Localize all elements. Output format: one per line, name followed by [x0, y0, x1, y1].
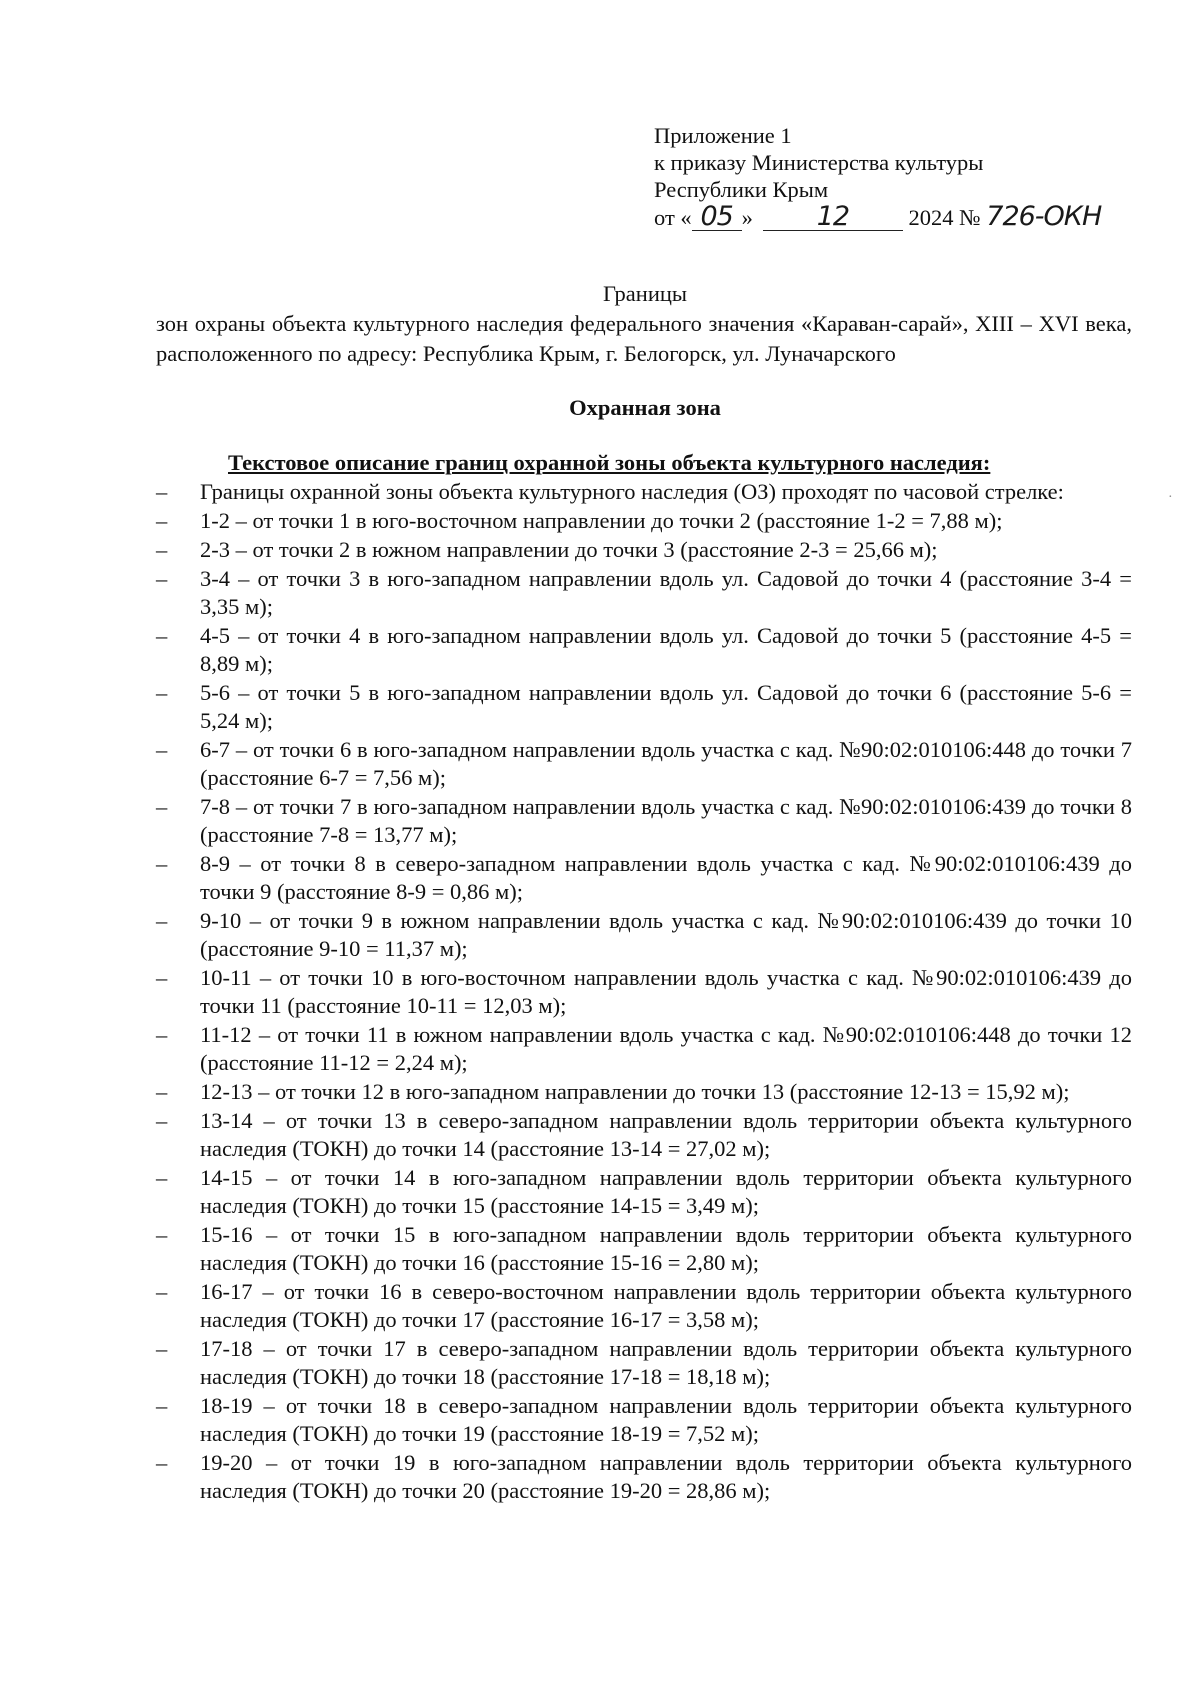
date-month-field	[763, 201, 903, 232]
date-prefix: от «	[654, 205, 692, 230]
boundary-segment-item: – 15-16 – от точки 15 в юго-западном направлении вдоль территории объекта культурного наследия (ТОКН) до точки 16 (расстояние 15-16 = 2,80 м);	[156, 1221, 1132, 1277]
date-day-field	[692, 201, 742, 232]
boundary-segment-item: – 4-5 – от точки 4 в юго-западном направлении вдоль ул. Садовой до точки 5 (расстояние 4-5 = 8,89 м);	[156, 622, 1132, 678]
boundary-segment-item: – 14-15 – от точки 14 в юго-западном направлении вдоль территории объекта культурного наследия (ТОКН) до точки 15 (расстояние 14-15 = 3,49 м);	[156, 1164, 1132, 1220]
boundary-segment-item: – 5-6 – от точки 5 в юго-западном направлении вдоль ул. Садовой до точки 6 (расстояние 5-6 = 5,24 м);	[156, 679, 1132, 735]
boundary-segment-item: – 19-20 – от точки 19 в юго-западном направлении вдоль территории объекта культурного наследия (ТОКН) до точки 20 (расстояние 19-20 = 28,86 м);	[156, 1449, 1132, 1505]
boundary-segment-item: – 6-7 – от точки 6 в юго-западном направлении вдоль участка с кад. №90:02:010106:448 до точки 7 (расстояние 6-7 = 7,56 м);	[156, 736, 1132, 792]
boundary-segment-item: – Границы охранной зоны объекта культурного наследия (ОЗ) проходят по часовой стрелке:	[156, 478, 1132, 506]
handwritten-month: 12	[816, 201, 850, 232]
boundary-segment-item: – 1-2 – от точки 1 в юго-восточном направлении до точки 2 (расстояние 1-2 = 7,88 м);	[156, 507, 1132, 535]
date-day-suffix: »	[741, 205, 753, 230]
handwritten-day: 05	[700, 201, 733, 232]
boundary-segment-item: – 17-18 – от точки 17 в северо-западном направлении вдоль территории объекта культурного наследия (ТОКН) до точки 18 (расстояние 17-18 = 18,18 м);	[156, 1335, 1132, 1391]
handwritten-order-number: 726-ОКН	[986, 201, 1102, 232]
appendix-header	[654, 122, 1134, 231]
boundary-segment-item: – 2-3 – от точки 2 в южном направлении до точки 3 (расстояние 2-3 = 25,66 м);	[156, 536, 1132, 564]
appendix-number: Приложение 1	[654, 123, 792, 148]
boundary-segment-item: – 9-10 – от точки 9 в южном направлении вдоль участка с кад. №90:02:010106:439 до точки 10 (расстояние 9-10 = 11,37 м);	[156, 907, 1132, 963]
order-date-line	[654, 203, 1134, 231]
boundary-segment-item: – 8-9 – от точки 8 в северо-западном направлении вдоль участка с кад. №90:02:010106:439 до точки 9 (расстояние 8-9 = 0,86 м);	[156, 850, 1132, 906]
boundary-segment-item: – 3-4 – от точки 3 в юго-западном направлении вдоль ул. Садовой до точки 4 (расстояние 3-4 = 3,35 м);	[156, 565, 1132, 621]
boundary-segment-item: – 12-13 – от точки 12 в юго-западном направлении до точки 13 (расстояние 12-13 = 15,92 м);	[156, 1078, 1132, 1106]
boundary-segment-item: – 13-14 – от точки 13 в северо-западном направлении вдоль территории объекта культурного наследия (ТОКН) до точки 14 (расстояние 13-14 = 27,02 м);	[156, 1107, 1132, 1163]
boundary-segment-item: – 16-17 – от точки 16 в северо-восточном направлении вдоль территории объекта культурного наследия (ТОКН) до точки 17 (расстояние 16-17 = 3,58 м);	[156, 1278, 1132, 1334]
boundary-segment-item: – 7-8 – от точки 7 в юго-западном направлении вдоль участка с кад. №90:02:010106:439 до точки 8 (расстояние 7-8 = 13,77 м);	[156, 793, 1132, 849]
zone-heading: Охранная зона	[569, 395, 721, 420]
date-year-number-label: 2024 №	[908, 205, 981, 230]
document-subtitle: зон охраны объекта культурного наследия федерального значения «Караван-сарай», XIII – XVI века, расположенного по адресу: Республика Крым, г. Белогорск, ул. Луначарского	[156, 311, 1132, 366]
boundary-segment-item: – 11-12 – от точки 11 в южном направлении вдоль участка с кад. №90:02:010106:448 до точки 12 (расстояние 11-12 = 2,24 м);	[156, 1021, 1132, 1077]
margin-dot: ·	[1168, 490, 1173, 505]
boundary-segment-item: – 10-11 – от точки 10 в юго-восточном направлении вдоль участка с кад. №90:02:010106:439 до точки 11 (расстояние 10-11 = 12,03 м);	[156, 964, 1132, 1020]
order-reference: к приказу Министерства культуры	[654, 150, 984, 175]
ministry-region: Республики Крым	[654, 177, 829, 202]
document-title: Границы	[602, 281, 688, 306]
boundary-segment-item: – 18-19 – от точки 18 в северо-западном направлении вдоль территории объекта культурного наследия (ТОКН) до точки 19 (расстояние 18-19 = 7,52 м);	[156, 1392, 1132, 1448]
boundary-description-list	[156, 478, 1132, 1506]
description-heading: Текстовое описание границ охранной зоны объекта культурного наследия:	[228, 450, 991, 475]
